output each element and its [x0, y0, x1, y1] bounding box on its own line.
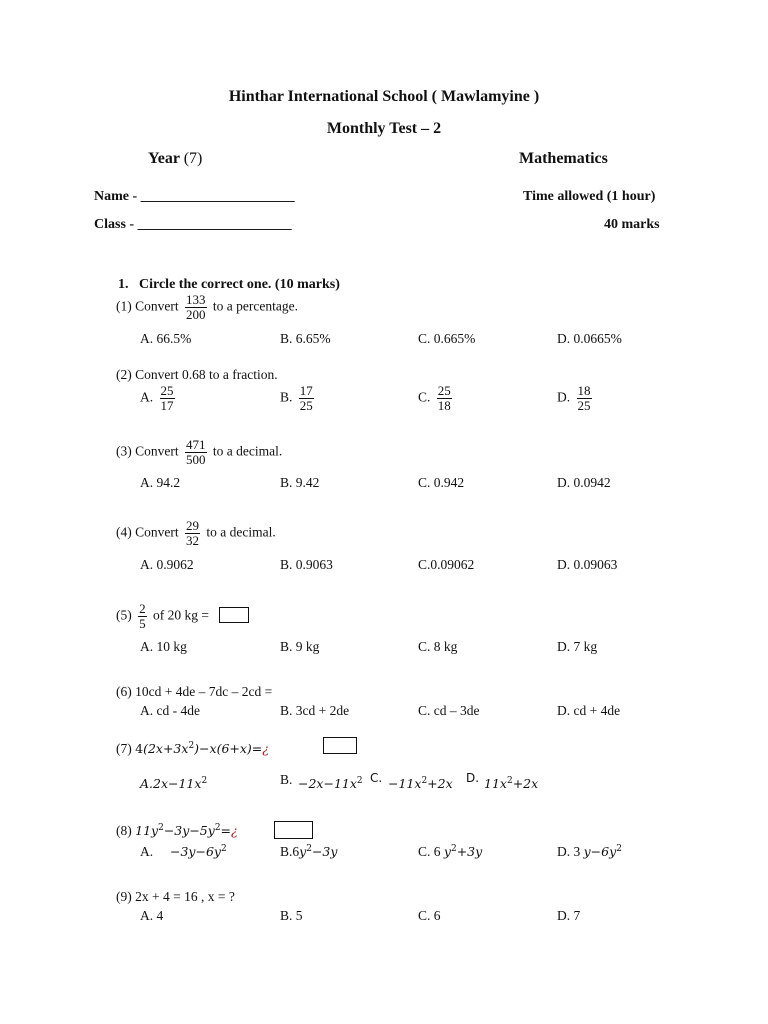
- question-9: [116, 889, 235, 905]
- fraction: [577, 384, 592, 413]
- expr-part: +2x: [427, 776, 453, 791]
- question-text: Convert 0.68 to a fraction.: [135, 367, 278, 382]
- question-tail: to a decimal.: [212, 443, 283, 459]
- expr-coef: 4: [135, 741, 144, 757]
- exponent: 2: [158, 823, 164, 833]
- option-d[interactable]: D. cd + 4de: [557, 703, 621, 718]
- numerator: 25: [160, 383, 174, 398]
- exponent: 2: [201, 775, 208, 786]
- question-number: (3): [116, 443, 132, 459]
- question-4: [116, 519, 276, 548]
- year-value: (7): [183, 150, 203, 167]
- option-b-expr: [298, 775, 363, 793]
- fraction: [299, 384, 314, 413]
- subject-label: Mathematics: [519, 150, 608, 167]
- option-d[interactable]: D. 7 kg: [557, 639, 598, 654]
- numerator: 471: [186, 437, 206, 452]
- option-b[interactable]: [280, 771, 292, 789]
- expr-part: 11y: [135, 823, 159, 839]
- exponent: 2: [356, 775, 363, 786]
- numerator: 133: [186, 292, 206, 307]
- answer-box[interactable]: [323, 737, 357, 754]
- question-lead: Convert: [135, 443, 179, 459]
- marks-label: 40 marks: [604, 217, 660, 232]
- option-label: B.: [280, 772, 293, 787]
- question-tail: of 20 kg =: [153, 607, 209, 623]
- expr-part: y−6y: [583, 844, 617, 860]
- class-field: [94, 217, 292, 233]
- expression: [135, 741, 269, 756]
- question-tail: to a percentage.: [212, 298, 298, 314]
- numerator: 25: [437, 383, 451, 398]
- expr-part: (2x+3x: [143, 741, 189, 757]
- option-expr: [170, 844, 227, 859]
- option-a[interactable]: A. 4: [140, 908, 164, 923]
- option-a[interactable]: A. 94.2: [140, 475, 181, 490]
- option-a[interactable]: [140, 844, 227, 860]
- question-number: (5): [116, 607, 132, 623]
- exponent: 2: [214, 823, 221, 833]
- question-5: [116, 602, 209, 631]
- exponent: 2: [616, 844, 622, 854]
- option-label: A.: [140, 844, 154, 860]
- question-number: (1): [116, 298, 132, 314]
- denominator: 500: [186, 452, 206, 467]
- option-b[interactable]: B. 5: [280, 908, 303, 923]
- option-label: D.: [557, 389, 571, 405]
- expr-part: −3y: [311, 844, 338, 860]
- expr-part: A.2x−11x: [140, 776, 202, 791]
- name-field: [94, 189, 295, 205]
- question-number: (7): [116, 741, 132, 757]
- option-expr: [140, 776, 207, 791]
- exponent: 2: [220, 844, 227, 854]
- expr-part: )−x(6+x)=: [194, 741, 263, 757]
- option-b[interactable]: B. 9 kg: [280, 639, 320, 654]
- option-c[interactable]: C. cd – 3de: [418, 703, 480, 718]
- question-text: 10cd + 4de – 7dc – 2cd =: [135, 684, 273, 699]
- answer-box[interactable]: [219, 607, 249, 623]
- option-label: A.: [140, 389, 154, 405]
- question-number: (2): [116, 367, 132, 382]
- name-blank: ______________________: [140, 189, 295, 204]
- expr-part: +3y: [456, 844, 483, 860]
- expr-part: =: [220, 823, 232, 839]
- question-number: (6): [116, 684, 132, 699]
- option-b[interactable]: [280, 844, 337, 860]
- question-3: [116, 438, 282, 467]
- question-6: [116, 684, 272, 700]
- option-b[interactable]: B. 9.42: [280, 475, 320, 490]
- option-d[interactable]: D. 0.09063: [557, 557, 618, 572]
- option-c[interactable]: C. 8 kg: [418, 639, 458, 654]
- expr-part: y: [299, 844, 307, 860]
- fraction: [185, 293, 207, 322]
- option-b[interactable]: B. 3cd + 2de: [280, 703, 350, 718]
- question-lead: Convert: [135, 298, 179, 314]
- option-a[interactable]: A. 66.5%: [140, 331, 192, 346]
- section-title: Circle the correct one. (10 marks): [139, 277, 340, 292]
- option-b[interactable]: B. 6.65%: [280, 331, 331, 346]
- expr-part: y: [443, 844, 451, 860]
- name-label: Name -: [94, 189, 138, 204]
- option-a[interactable]: A. cd - 4de: [140, 703, 200, 718]
- fraction: [138, 602, 147, 631]
- option-a[interactable]: A. 0.9062: [140, 557, 194, 572]
- question-8: [116, 823, 238, 839]
- denominator: 18: [437, 398, 451, 413]
- question-tail: to a decimal.: [206, 524, 276, 540]
- question-number: (9): [116, 889, 132, 904]
- fraction: [185, 519, 200, 548]
- option-label: D. 3: [557, 844, 581, 860]
- option-c[interactable]: [418, 844, 482, 860]
- option-d[interactable]: [557, 384, 595, 413]
- option-d[interactable]: [557, 844, 622, 860]
- class-label: Class -: [94, 217, 135, 232]
- option-label: C.: [418, 389, 431, 405]
- option-b[interactable]: B. 0.9063: [280, 557, 333, 572]
- option-expr: [298, 776, 363, 791]
- question-lead: Convert: [135, 524, 179, 540]
- denominator: 200: [186, 307, 206, 322]
- option-b[interactable]: [280, 384, 317, 413]
- expr-part: −3y−5y: [163, 823, 215, 839]
- option-d[interactable]: D. 0.0665%: [557, 331, 622, 346]
- fraction: [160, 384, 175, 413]
- expr-part: −11x: [388, 776, 422, 791]
- answer-box[interactable]: [274, 821, 313, 839]
- denominator: 32: [186, 533, 199, 548]
- question-number: (8): [116, 823, 132, 839]
- question-number: (4): [116, 524, 132, 540]
- option-c[interactable]: [388, 775, 453, 793]
- option-d[interactable]: D. 7: [557, 908, 581, 923]
- option-c[interactable]: C.0.09062: [418, 557, 475, 572]
- option-c[interactable]: C. 6: [418, 908, 441, 923]
- year-label: [148, 150, 202, 168]
- test-title: Monthly Test – 2: [326, 120, 442, 137]
- option-c[interactable]: C. 0.942: [418, 475, 465, 490]
- exponent: 2: [506, 775, 513, 786]
- exponent: 2: [450, 844, 457, 854]
- expr-part: 11x: [484, 776, 507, 791]
- fraction: [437, 384, 452, 413]
- option-d-label[interactable]: D.: [466, 771, 480, 785]
- year-label-text: Year: [148, 150, 180, 167]
- option-expr: [299, 844, 337, 859]
- school-name: Hinthar International School ( Mawlamyine ): [228, 88, 540, 105]
- section-heading: [118, 277, 340, 293]
- expr-mark: ¿: [231, 823, 238, 839]
- denominator: 5: [139, 616, 146, 631]
- option-d[interactable]: D. 0.0942: [557, 475, 611, 490]
- time-allowed: Time allowed (1 hour): [523, 189, 656, 204]
- option-expr: [584, 844, 622, 859]
- option-a[interactable]: [140, 775, 207, 793]
- option-label: C. 6: [418, 844, 441, 860]
- question-7: [116, 741, 269, 757]
- numerator: 18: [577, 383, 591, 398]
- section-number: 1.: [118, 277, 129, 292]
- exponent: 2: [421, 775, 428, 786]
- numerator: 2: [139, 601, 146, 616]
- numerator: 29: [186, 518, 199, 533]
- question-1: [116, 293, 298, 322]
- question-2: [116, 367, 278, 383]
- question-text: 2x + 4 = 16 , x = ?: [135, 889, 235, 904]
- expr-part: −2x−11x: [298, 776, 357, 791]
- option-c[interactable]: C. 0.665%: [418, 331, 476, 346]
- expr-mark: ¿: [262, 741, 269, 757]
- fraction: [185, 438, 207, 467]
- option-d[interactable]: [484, 775, 538, 793]
- option-expr: [388, 776, 453, 791]
- option-a[interactable]: A. 10 kg: [140, 639, 187, 654]
- option-c-label[interactable]: C.: [370, 771, 383, 785]
- expression: [135, 823, 238, 838]
- denominator: 25: [299, 398, 313, 413]
- denominator: 17: [160, 398, 174, 413]
- numerator: 17: [299, 383, 313, 398]
- denominator: 25: [577, 398, 591, 413]
- option-c[interactable]: [418, 384, 455, 413]
- expr-part: −3y−6y: [170, 844, 221, 860]
- exponent: 2: [188, 741, 195, 751]
- option-expr: [484, 776, 538, 791]
- expr-part: +2x: [512, 776, 539, 791]
- option-label: B.6: [280, 844, 300, 860]
- exponent: 2: [306, 844, 312, 854]
- class-blank: ______________________: [137, 217, 292, 232]
- option-a[interactable]: [140, 384, 178, 413]
- option-label: B.: [280, 389, 293, 405]
- option-expr: [444, 844, 482, 859]
